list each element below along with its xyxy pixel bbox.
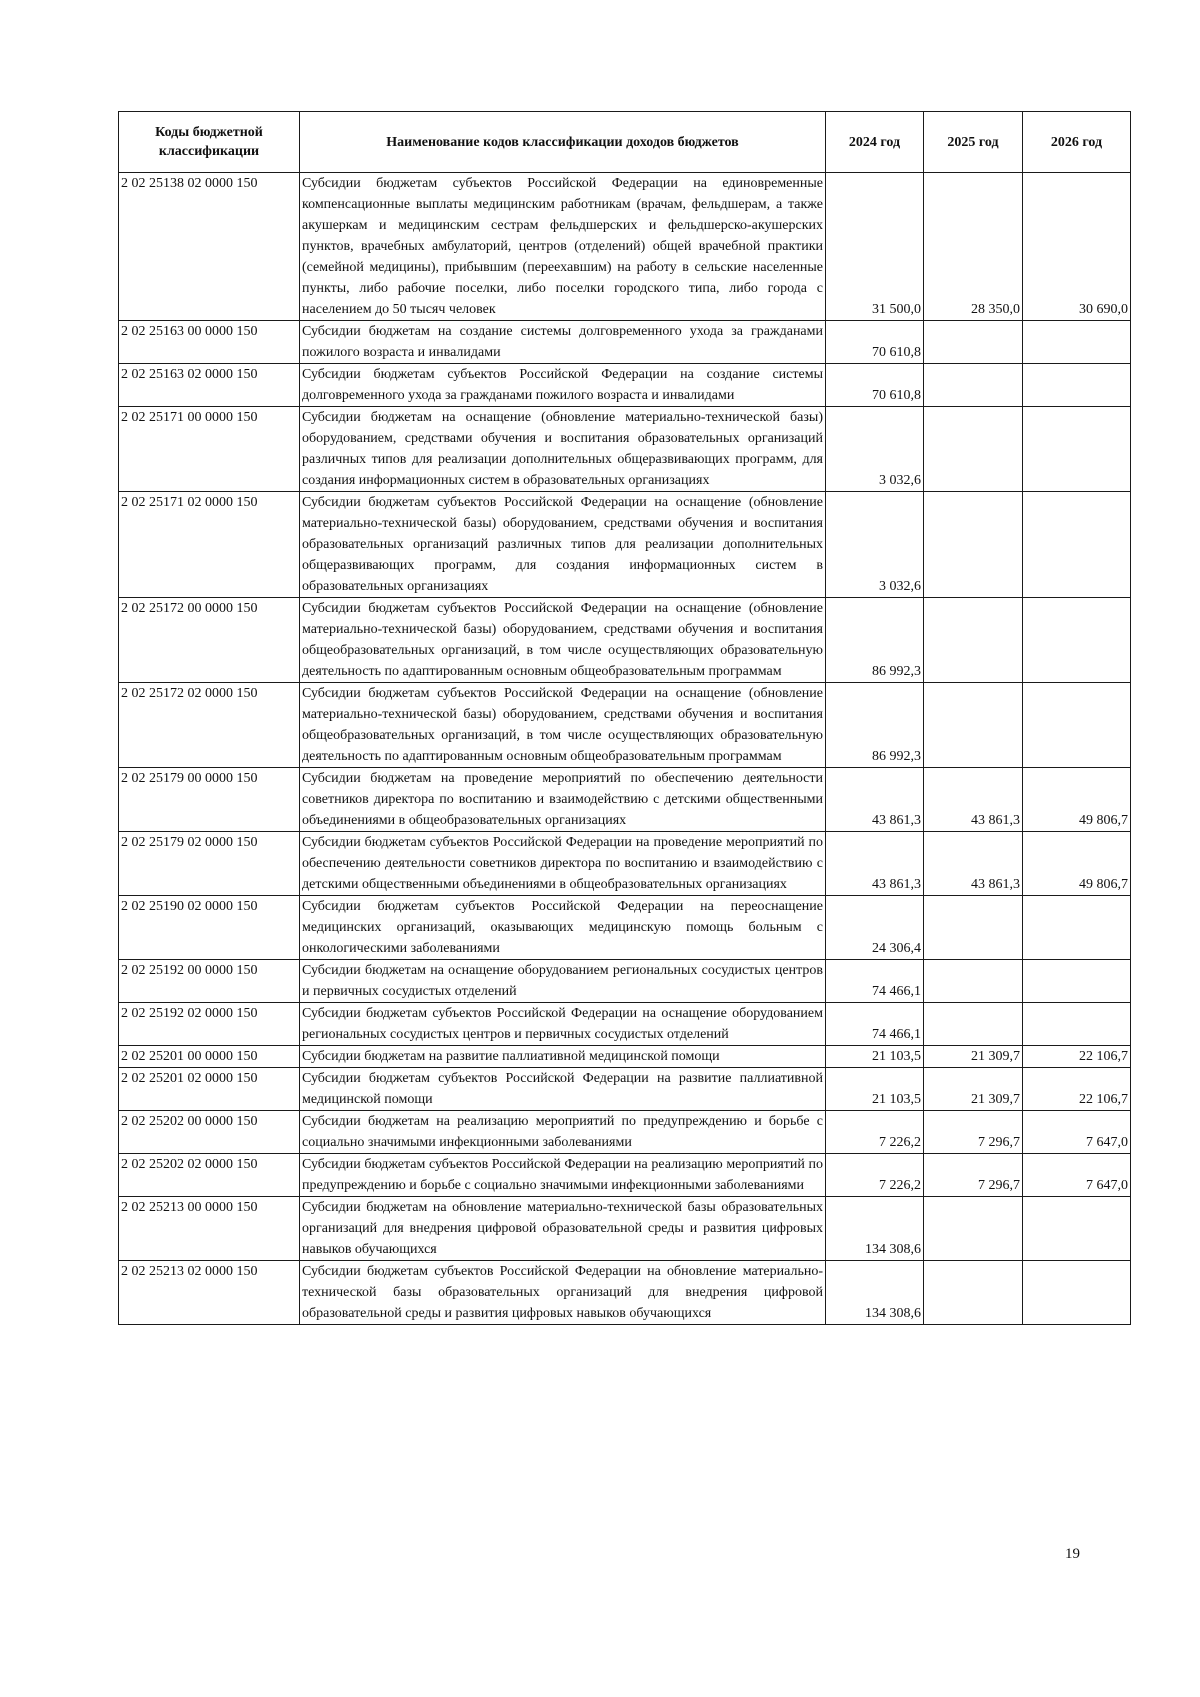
code-cell: 2 02 25202 02 0000 150: [119, 1154, 300, 1197]
value-2024-cell: 24 306,4: [826, 896, 924, 960]
name-cell: Субсидии бюджетам на проведение мероприятий по обеспечению деятельности советников директора по воспитанию и взаимодействию с детскими общественными объединениями в общеобразовательных организациях: [300, 768, 826, 832]
code-cell: 2 02 25213 02 0000 150: [119, 1261, 300, 1325]
value-2024-cell: 86 992,3: [826, 683, 924, 768]
value-2025-cell: [924, 492, 1023, 598]
value-2026-cell: [1023, 321, 1131, 364]
name-cell: Субсидии бюджетам субъектов Российской Федерации на единовременные компенсационные выплаты медицинским работникам (врачам, фельдшерам, а также акушеркам и медицинским сестрам фельдшерских и фельдшерско-акушерских пунктов, врачебных амбулаторий, центров (отделений) общей врачебной практики (семейной медицины), прибывшим (переехавшим) на работу в сельские населенные пункты, либо рабочие поселки, либо поселки городского типа, либо города с населением до 50 тысяч человек: [300, 173, 826, 321]
value-2026-cell: [1023, 598, 1131, 683]
value-2026-cell: [1023, 492, 1131, 598]
value-2025-cell: [924, 1003, 1023, 1046]
table-row: [119, 1068, 1131, 1111]
value-2026-cell: [1023, 896, 1131, 960]
value-2024-cell: 7 226,2: [826, 1111, 924, 1154]
value-2024-cell: 134 308,6: [826, 1197, 924, 1261]
code-cell: 2 02 25163 00 0000 150: [119, 321, 300, 364]
value-2026-cell: 22 106,7: [1023, 1068, 1131, 1111]
name-cell: Субсидии бюджетам субъектов Российской Федерации на оснащение оборудованием региональных сосудистых центров и первичных сосудистых отделений: [300, 1003, 826, 1046]
table-row: [119, 492, 1131, 598]
value-2026-cell: [1023, 364, 1131, 407]
name-cell: Субсидии бюджетам субъектов Российской Федерации на оснащение (обновление материально-технической базы) оборудованием, средствами обучения и воспитания общеобразовательных организаций, в том числе осуществляющих образовательную деятельность по адаптированным основным общеобразовательным программам: [300, 598, 826, 683]
budget-document: [118, 111, 1130, 1325]
code-cell: 2 02 25172 02 0000 150: [119, 683, 300, 768]
value-2025-cell: 7 296,7: [924, 1154, 1023, 1197]
header-name: Наименование кодов классификации доходов бюджетов: [300, 112, 826, 173]
code-cell: 2 02 25190 02 0000 150: [119, 896, 300, 960]
name-cell: Субсидии бюджетам субъектов Российской Федерации на обновление материально-технической базы образовательных организаций для внедрения цифровой образовательной среды и развития цифровых навыков обучающихся: [300, 1261, 826, 1325]
value-2026-cell: 7 647,0: [1023, 1154, 1131, 1197]
code-cell: 2 02 25202 00 0000 150: [119, 1111, 300, 1154]
header-2025: 2025 год: [924, 112, 1023, 173]
code-cell: 2 02 25179 00 0000 150: [119, 768, 300, 832]
table-row: [119, 364, 1131, 407]
value-2024-cell: 74 466,1: [826, 1003, 924, 1046]
table-row: [119, 896, 1131, 960]
value-2026-cell: 7 647,0: [1023, 1111, 1131, 1154]
value-2026-cell: [1023, 1003, 1131, 1046]
table-row: [119, 1154, 1131, 1197]
value-2025-cell: [924, 683, 1023, 768]
name-cell: Субсидии бюджетам субъектов Российской Федерации на оснащение (обновление материально-технической базы) оборудованием, средствами обучения и воспитания образовательных организаций различных типов для реализации дополнительных общеразвивающих программ, для создания информационных систем в образовательных организациях: [300, 492, 826, 598]
value-2024-cell: 21 103,5: [826, 1046, 924, 1068]
value-2025-cell: [924, 896, 1023, 960]
name-cell: Субсидии бюджетам на создание системы долговременного ухода за гражданами пожилого возраста и инвалидами: [300, 321, 826, 364]
name-cell: Субсидии бюджетам на реализацию мероприятий по предупреждению и борьбе с социально значимыми инфекционными заболеваниями: [300, 1111, 826, 1154]
table-row: [119, 1261, 1131, 1325]
name-cell: Субсидии бюджетам на оснащение оборудованием региональных сосудистых центров и первичных сосудистых отделений: [300, 960, 826, 1003]
value-2024-cell: 74 466,1: [826, 960, 924, 1003]
value-2026-cell: 30 690,0: [1023, 173, 1131, 321]
value-2024-cell: 3 032,6: [826, 407, 924, 492]
header-code: Коды бюджетной классификации: [119, 112, 300, 173]
code-cell: 2 02 25172 00 0000 150: [119, 598, 300, 683]
value-2024-cell: 21 103,5: [826, 1068, 924, 1111]
value-2025-cell: [924, 364, 1023, 407]
table-row: [119, 598, 1131, 683]
value-2025-cell: 21 309,7: [924, 1068, 1023, 1111]
value-2024-cell: 3 032,6: [826, 492, 924, 598]
value-2024-cell: 86 992,3: [826, 598, 924, 683]
code-cell: 2 02 25179 02 0000 150: [119, 832, 300, 896]
table-row: [119, 1197, 1131, 1261]
value-2024-cell: 134 308,6: [826, 1261, 924, 1325]
value-2024-cell: 43 861,3: [826, 832, 924, 896]
value-2025-cell: 21 309,7: [924, 1046, 1023, 1068]
value-2026-cell: [1023, 407, 1131, 492]
code-cell: 2 02 25171 00 0000 150: [119, 407, 300, 492]
code-cell: 2 02 25213 00 0000 150: [119, 1197, 300, 1261]
budget-table: [118, 111, 1131, 1325]
value-2026-cell: [1023, 1261, 1131, 1325]
value-2025-cell: [924, 407, 1023, 492]
value-2026-cell: [1023, 683, 1131, 768]
table-header-row: [119, 112, 1131, 173]
table-row: [119, 832, 1131, 896]
value-2025-cell: [924, 321, 1023, 364]
value-2024-cell: 70 610,8: [826, 364, 924, 407]
table-row: [119, 960, 1131, 1003]
code-cell: 2 02 25201 00 0000 150: [119, 1046, 300, 1068]
value-2025-cell: [924, 598, 1023, 683]
name-cell: Субсидии бюджетам субъектов Российской Федерации на реализацию мероприятий по предупреждению и борьбе с социально значимыми инфекционными заболеваниями: [300, 1154, 826, 1197]
page-number: 19: [1065, 1546, 1080, 1562]
code-cell: 2 02 25138 02 0000 150: [119, 173, 300, 321]
table-row: [119, 1111, 1131, 1154]
value-2024-cell: 7 226,2: [826, 1154, 924, 1197]
code-cell: 2 02 25163 02 0000 150: [119, 364, 300, 407]
value-2026-cell: 49 806,7: [1023, 832, 1131, 896]
value-2024-cell: 31 500,0: [826, 173, 924, 321]
table-row: [119, 173, 1131, 321]
header-2026: 2026 год: [1023, 112, 1131, 173]
table-row: [119, 321, 1131, 364]
value-2024-cell: 43 861,3: [826, 768, 924, 832]
code-cell: 2 02 25192 02 0000 150: [119, 1003, 300, 1046]
name-cell: Субсидии бюджетам субъектов Российской Федерации на создание системы долговременного ухода за гражданами пожилого возраста и инвалидами: [300, 364, 826, 407]
code-cell: 2 02 25171 02 0000 150: [119, 492, 300, 598]
table-row: [119, 407, 1131, 492]
value-2025-cell: 43 861,3: [924, 832, 1023, 896]
value-2024-cell: 70 610,8: [826, 321, 924, 364]
value-2026-cell: 22 106,7: [1023, 1046, 1131, 1068]
name-cell: Субсидии бюджетам на обновление материально-технической базы образовательных организаций для внедрения цифровой образовательной среды и развития цифровых навыков обучающихся: [300, 1197, 826, 1261]
name-cell: Субсидии бюджетам субъектов Российской Федерации на переоснащение медицинских организаций, оказывающих медицинскую помощь больным с онкологическими заболеваниями: [300, 896, 826, 960]
value-2025-cell: 7 296,7: [924, 1111, 1023, 1154]
name-cell: Субсидии бюджетам на развитие паллиативной медицинской помощи: [300, 1046, 826, 1068]
value-2025-cell: [924, 1261, 1023, 1325]
table-row: [119, 683, 1131, 768]
value-2026-cell: 49 806,7: [1023, 768, 1131, 832]
table-row: [119, 1003, 1131, 1046]
value-2025-cell: 43 861,3: [924, 768, 1023, 832]
table-row: [119, 1046, 1131, 1068]
value-2025-cell: [924, 1197, 1023, 1261]
value-2025-cell: 28 350,0: [924, 173, 1023, 321]
code-cell: 2 02 25201 02 0000 150: [119, 1068, 300, 1111]
name-cell: Субсидии бюджетам субъектов Российской Федерации на развитие паллиативной медицинской помощи: [300, 1068, 826, 1111]
name-cell: Субсидии бюджетам на оснащение (обновление материально-технической базы) оборудованием, средствами обучения и воспитания образовательных организаций различных типов для реализации дополнительных общеразвивающих программ, для создания информационных систем в образовательных организациях: [300, 407, 826, 492]
name-cell: Субсидии бюджетам субъектов Российской Федерации на проведение мероприятий по обеспечению деятельности советников директора по воспитанию и взаимодействию с детскими общественными объединениями в общеобразовательных организациях: [300, 832, 826, 896]
value-2025-cell: [924, 960, 1023, 1003]
name-cell: Субсидии бюджетам субъектов Российской Федерации на оснащение (обновление материально-технической базы) оборудованием, средствами обучения и воспитания общеобразовательных организаций, в том числе осуществляющих образовательную деятельность по адаптированным основным общеобразовательным программам: [300, 683, 826, 768]
header-2024: 2024 год: [826, 112, 924, 173]
value-2026-cell: [1023, 1197, 1131, 1261]
table-row: [119, 768, 1131, 832]
code-cell: 2 02 25192 00 0000 150: [119, 960, 300, 1003]
value-2026-cell: [1023, 960, 1131, 1003]
